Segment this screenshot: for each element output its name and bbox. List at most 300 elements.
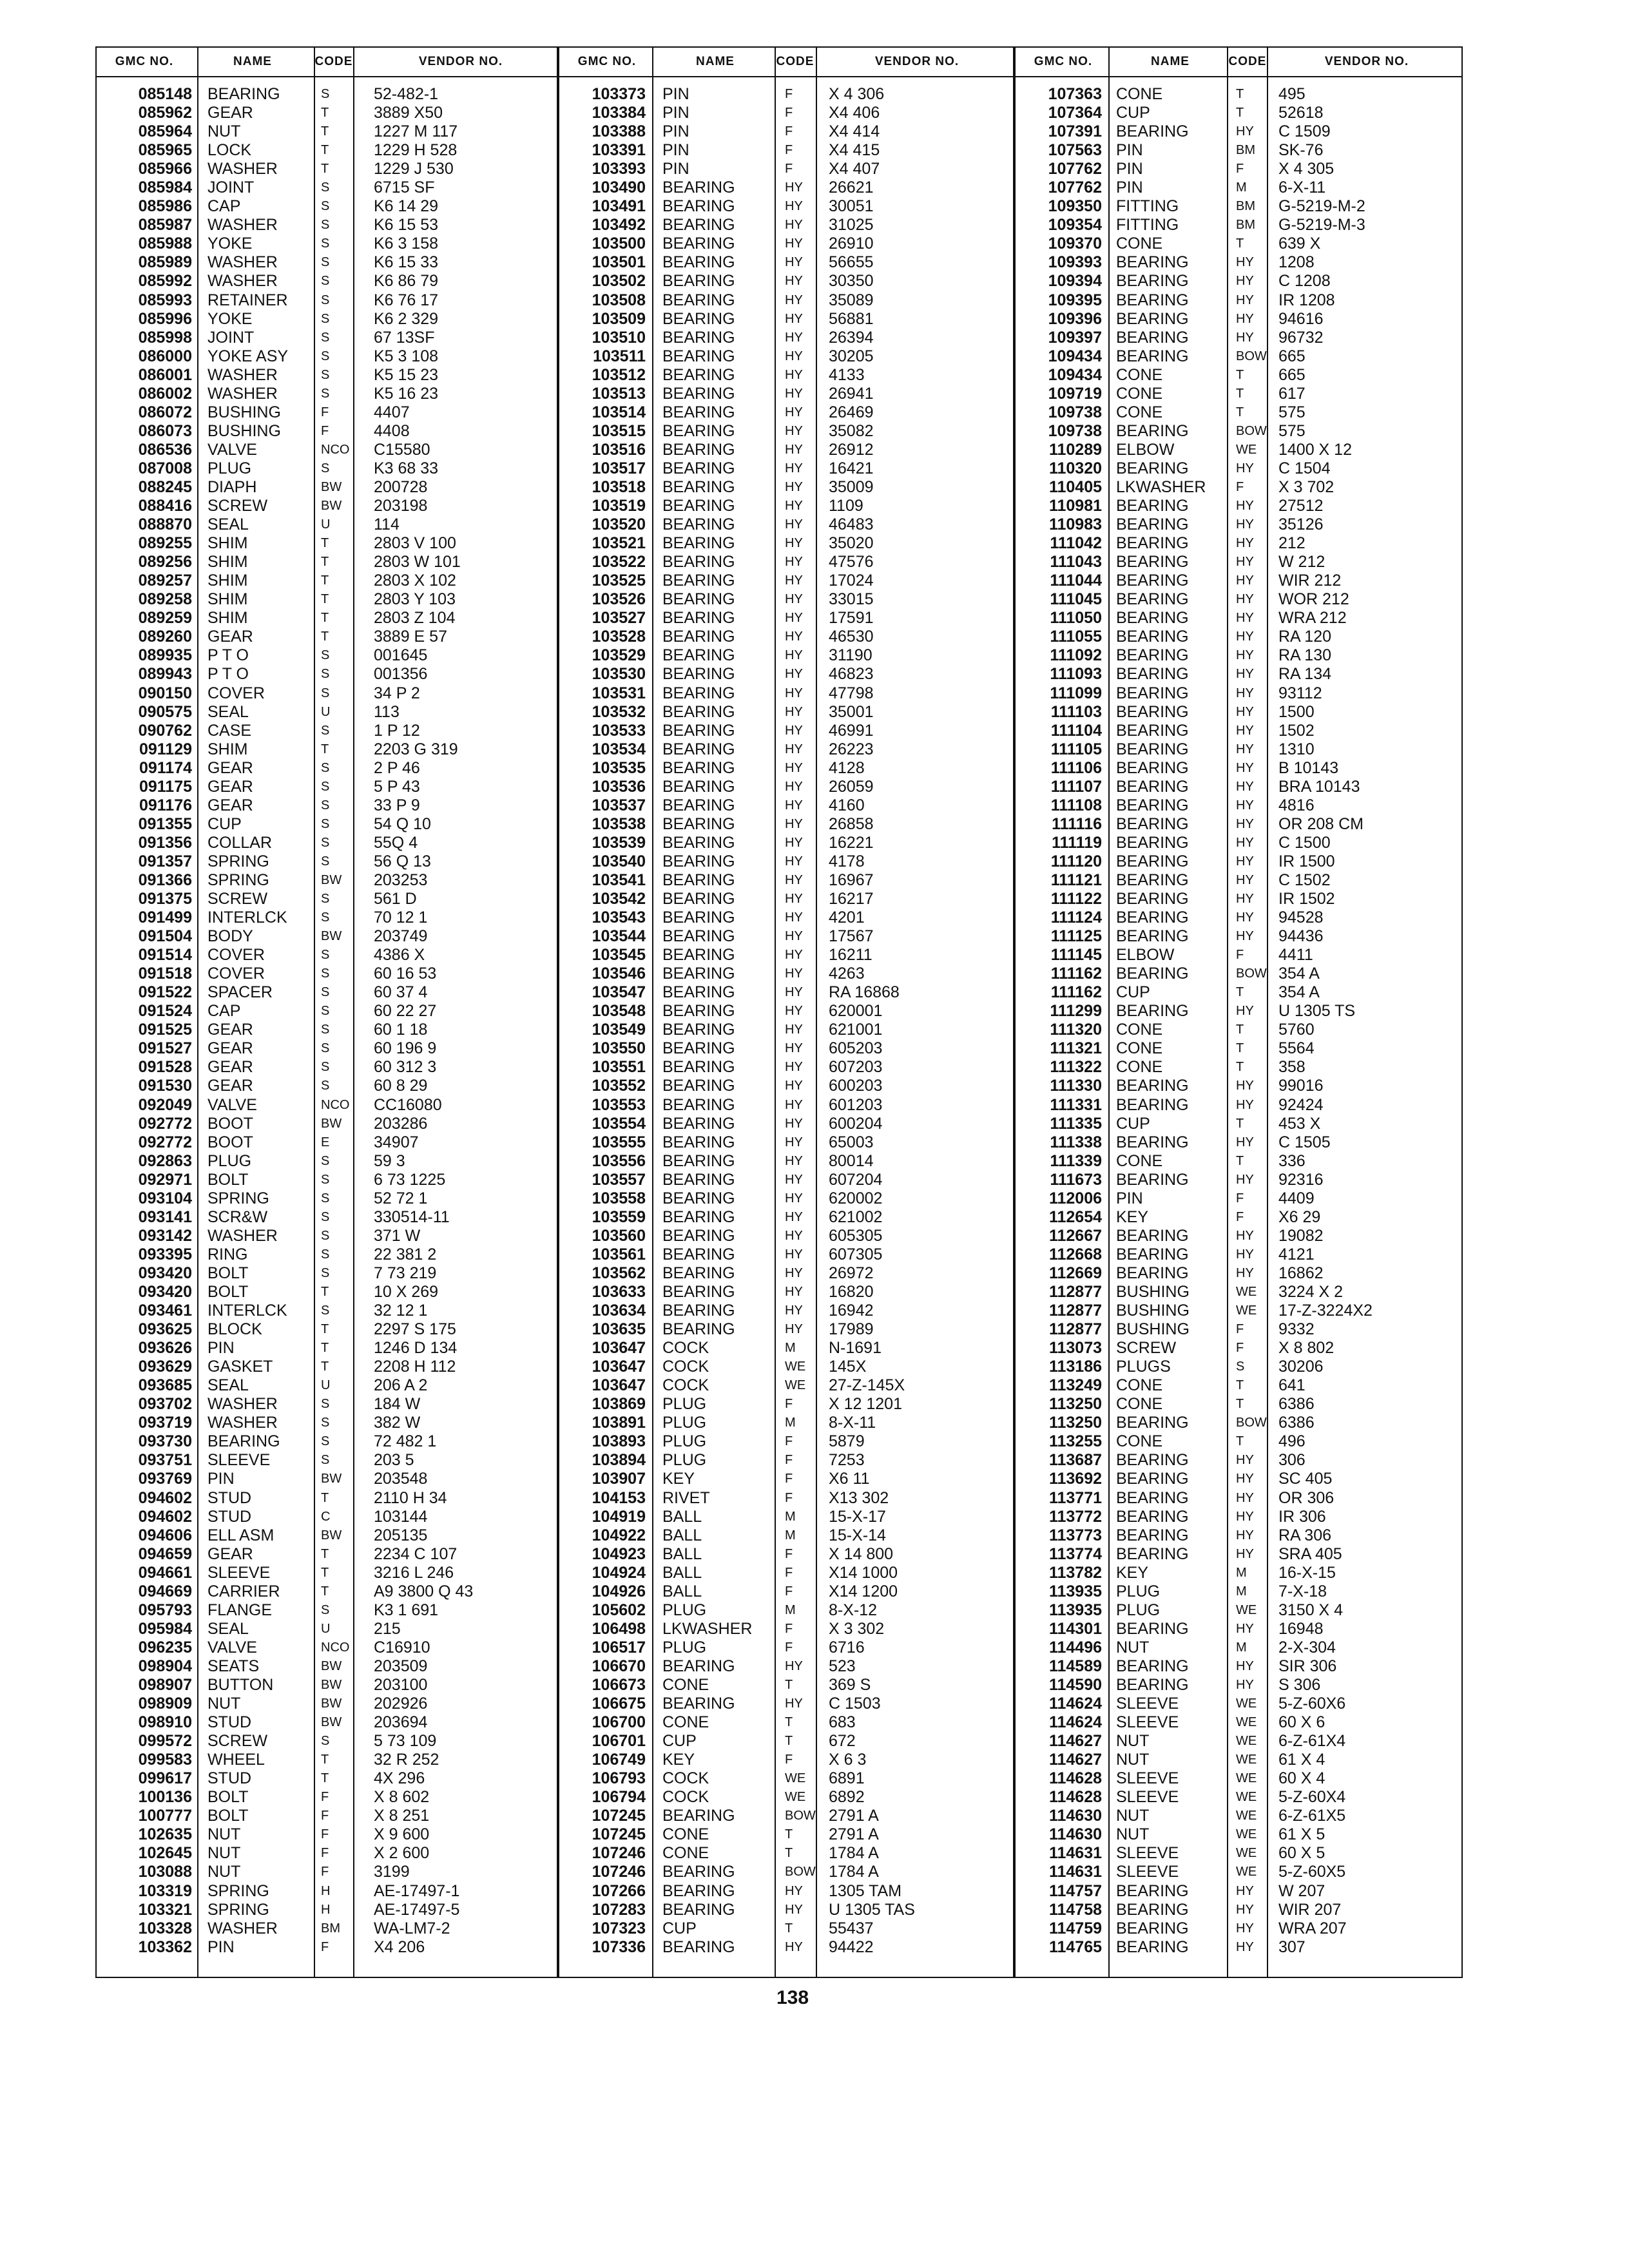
vendor-no: X4 415 bbox=[829, 141, 880, 160]
gmc-no: 106675 bbox=[592, 1695, 646, 1713]
vendor-no: 4201 bbox=[829, 908, 865, 927]
part-name: PLUG bbox=[662, 1432, 707, 1451]
table-row bbox=[1016, 160, 1461, 178]
vendor-code: F bbox=[785, 162, 793, 177]
table-row bbox=[97, 1358, 557, 1376]
gmc-no: 111119 bbox=[1052, 833, 1102, 852]
gmc-no: 114627 bbox=[1048, 1732, 1102, 1751]
vendor-code: T bbox=[321, 1753, 329, 1767]
vendor-no: OR 208 CM bbox=[1278, 814, 1364, 833]
part-name: BEARING bbox=[662, 814, 735, 833]
gmc-no: 107363 bbox=[1048, 85, 1102, 103]
vendor-code: HY bbox=[1236, 648, 1254, 663]
table-row bbox=[1016, 1713, 1461, 1732]
vendor-code: S bbox=[321, 1453, 330, 1468]
vendor-no: IR 306 bbox=[1278, 1507, 1326, 1526]
table-row bbox=[1016, 871, 1461, 890]
table-row bbox=[97, 497, 557, 515]
part-name: BEARING bbox=[1116, 553, 1189, 572]
table-row bbox=[97, 1564, 557, 1582]
vendor-no: 52618 bbox=[1278, 104, 1324, 122]
table-row bbox=[1016, 85, 1461, 104]
vendor-no: RA 16868 bbox=[829, 983, 900, 1002]
vendor-code: S bbox=[321, 330, 330, 345]
vendor-code: S bbox=[321, 1004, 330, 1019]
table-row bbox=[97, 1414, 557, 1432]
table-row bbox=[97, 1844, 557, 1863]
gmc-no: 109434 bbox=[1048, 365, 1102, 384]
vendor-no: IR 1208 bbox=[1278, 291, 1335, 309]
gmc-no: 111338 bbox=[1050, 1133, 1102, 1151]
part-name: BEARING bbox=[1116, 665, 1189, 684]
vendor-no: 16942 bbox=[829, 1302, 874, 1320]
vendor-no: X4 206 bbox=[374, 1937, 425, 1956]
vendor-code: T bbox=[785, 1677, 793, 1692]
gmc-no: 114301 bbox=[1048, 1619, 1102, 1638]
vendor-no: 26910 bbox=[829, 235, 874, 253]
part-name: SEAL bbox=[207, 515, 249, 534]
table-row bbox=[1016, 272, 1461, 291]
vendor-code: HY bbox=[785, 872, 803, 887]
gmc-no: 107246 bbox=[592, 1863, 646, 1881]
vendor-no: 26394 bbox=[829, 328, 874, 347]
vendor-no: 35009 bbox=[829, 477, 874, 496]
table-row bbox=[97, 235, 557, 253]
part-name: YOKE bbox=[207, 309, 253, 328]
vendor-no: 7253 bbox=[829, 1451, 865, 1470]
vendor-no: OR 306 bbox=[1278, 1488, 1335, 1507]
table-row bbox=[559, 1788, 1013, 1807]
gmc-no: 111116 bbox=[1052, 814, 1102, 833]
part-name: NUT bbox=[1116, 1751, 1150, 1769]
vendor-no: 113 bbox=[374, 702, 400, 721]
vendor-no: 1400 X 12 bbox=[1278, 440, 1352, 459]
part-name: PLUG bbox=[662, 1414, 707, 1432]
gmc-no: 106673 bbox=[592, 1675, 646, 1694]
part-name: SLEEVE bbox=[207, 1563, 271, 1582]
gmc-no: 094602 bbox=[138, 1507, 192, 1526]
gmc-no: 104919 bbox=[592, 1507, 646, 1526]
part-name: CONE bbox=[662, 1825, 709, 1844]
vendor-no: 33 P 9 bbox=[374, 796, 420, 814]
gmc-no: 111092 bbox=[1050, 646, 1102, 665]
gmc-no: 111321 bbox=[1050, 1039, 1102, 1058]
part-name: CONE bbox=[1116, 1395, 1163, 1414]
gmc-no: 113692 bbox=[1048, 1470, 1102, 1488]
vendor-no: B 10143 bbox=[1278, 758, 1339, 777]
part-name: RIVET bbox=[662, 1488, 710, 1507]
vendor-code: HY bbox=[785, 1939, 803, 1954]
gmc-no: 103516 bbox=[592, 440, 646, 459]
part-name: BEARING bbox=[662, 1657, 735, 1675]
vendor-code: HY bbox=[785, 386, 803, 401]
table-row bbox=[1016, 197, 1461, 216]
table-row bbox=[97, 104, 557, 122]
vendor-code: F bbox=[785, 1621, 793, 1636]
gmc-no: 110289 bbox=[1048, 440, 1102, 459]
part-name: BEARING bbox=[662, 609, 735, 628]
gmc-no: 102645 bbox=[138, 1844, 192, 1863]
table-row bbox=[97, 441, 557, 459]
gmc-no: 090575 bbox=[138, 702, 192, 721]
table-row bbox=[97, 216, 557, 235]
vendor-code: F bbox=[1236, 1322, 1244, 1337]
part-name: CARRIER bbox=[207, 1582, 280, 1600]
gmc-no: 089943 bbox=[138, 665, 192, 684]
vendor-code: E bbox=[321, 1135, 330, 1149]
vendor-code: HY bbox=[1236, 1546, 1254, 1561]
vendor-no: C 1500 bbox=[1278, 833, 1331, 852]
table-row bbox=[559, 1582, 1013, 1601]
vendor-no: X4 406 bbox=[829, 104, 880, 122]
vendor-code: HY bbox=[1236, 1658, 1254, 1673]
table-row bbox=[559, 534, 1013, 553]
table-row bbox=[559, 665, 1013, 684]
gmc-no: 103647 bbox=[592, 1358, 646, 1376]
table-row bbox=[559, 272, 1013, 291]
part-name: CONE bbox=[1116, 1151, 1163, 1170]
vendor-no: 114 bbox=[374, 515, 400, 534]
part-name: CUP bbox=[207, 814, 242, 833]
part-name: BEARING bbox=[662, 1320, 735, 1339]
vendor-no: 1784 A bbox=[829, 1863, 879, 1881]
part-name: NUT bbox=[207, 1695, 241, 1713]
part-name: BALL bbox=[662, 1526, 702, 1544]
vendor-no: 9332 bbox=[1278, 1320, 1315, 1339]
vendor-no: 60 196 9 bbox=[374, 1039, 437, 1058]
part-name: BEARING bbox=[662, 235, 735, 253]
vendor-no: 35126 bbox=[1278, 515, 1324, 534]
table-row bbox=[559, 122, 1013, 141]
gmc-no: 114624 bbox=[1048, 1695, 1102, 1713]
page-number: 138 bbox=[776, 1987, 809, 2008]
gmc-no: 111162 bbox=[1050, 983, 1102, 1002]
part-name: BEARING bbox=[662, 347, 735, 365]
vendor-no: 4128 bbox=[829, 758, 865, 777]
vendor-code: BW bbox=[321, 499, 342, 514]
vendor-no: 92316 bbox=[1278, 1170, 1324, 1189]
gmc-no: 111106 bbox=[1050, 758, 1102, 777]
vendor-no: 8-X-11 bbox=[829, 1414, 876, 1432]
table-row bbox=[1016, 1639, 1461, 1657]
table-row bbox=[97, 310, 557, 329]
table-row bbox=[1016, 216, 1461, 235]
table-row bbox=[1016, 740, 1461, 759]
part-name: BEARING bbox=[207, 1432, 280, 1451]
gmc-no: 111320 bbox=[1050, 1021, 1102, 1039]
vendor-code: S bbox=[321, 1060, 330, 1075]
vendor-code: T bbox=[321, 742, 329, 756]
table-row bbox=[1016, 852, 1461, 871]
part-name: VALVE bbox=[207, 440, 257, 459]
gmc-no: 091524 bbox=[138, 1002, 192, 1021]
vendor-code: HY bbox=[785, 1097, 803, 1112]
vendor-code: HY bbox=[785, 1004, 803, 1019]
gmc-no: 098909 bbox=[138, 1695, 192, 1713]
table-row bbox=[559, 366, 1013, 385]
part-name: BEARING bbox=[1116, 1507, 1189, 1526]
vendor-no: 5 P 43 bbox=[374, 777, 420, 796]
vendor-no: 26941 bbox=[829, 384, 874, 403]
gmc-no: 107762 bbox=[1048, 160, 1102, 178]
part-name: BEARING bbox=[662, 384, 735, 403]
gmc-no: 103510 bbox=[592, 328, 646, 347]
vendor-no: 382 W bbox=[374, 1414, 421, 1432]
table-row bbox=[559, 871, 1013, 890]
vendor-code: HY bbox=[785, 1172, 803, 1187]
vendor-code: HY bbox=[1236, 742, 1254, 756]
vendor-no: 31190 bbox=[829, 646, 872, 665]
vendor-code: T bbox=[785, 1715, 793, 1730]
part-name: SLEEVE bbox=[1116, 1844, 1179, 1863]
table-row bbox=[1016, 703, 1461, 722]
vendor-code: HY bbox=[1236, 1135, 1254, 1149]
vendor-code: BW bbox=[321, 1116, 342, 1131]
table-row bbox=[97, 1919, 557, 1938]
vendor-code: HY bbox=[785, 667, 803, 682]
part-name: YOKE ASY bbox=[207, 347, 289, 365]
table-row bbox=[1016, 1769, 1461, 1788]
vendor-code: S bbox=[321, 798, 330, 812]
gmc-no: 114627 bbox=[1048, 1751, 1102, 1769]
part-name: CUP bbox=[662, 1732, 697, 1751]
part-name: SEAL bbox=[207, 1376, 249, 1395]
vendor-no: 2791 A bbox=[829, 1825, 879, 1844]
table-row bbox=[559, 890, 1013, 908]
vendor-code: S bbox=[321, 1265, 330, 1280]
table-row bbox=[559, 1115, 1013, 1133]
table-row bbox=[559, 329, 1013, 347]
gmc-no: 093751 bbox=[138, 1451, 192, 1470]
part-name: GEAR bbox=[207, 1544, 253, 1563]
table-row bbox=[559, 478, 1013, 497]
table-row bbox=[559, 778, 1013, 796]
gmc-no: 109397 bbox=[1048, 328, 1102, 347]
vendor-no: K6 14 29 bbox=[374, 197, 439, 216]
part-name: BEARING bbox=[1116, 852, 1189, 870]
gmc-no: 112667 bbox=[1048, 1226, 1102, 1245]
table-row bbox=[559, 609, 1013, 628]
table-row bbox=[97, 329, 557, 347]
vendor-no: 3216 L 246 bbox=[374, 1563, 454, 1582]
gmc-no: 103491 bbox=[592, 197, 646, 216]
gmc-no: 111673 bbox=[1050, 1170, 1102, 1189]
table-row bbox=[97, 1882, 557, 1901]
part-name: KEY bbox=[662, 1751, 695, 1769]
gmc-no: 103362 bbox=[138, 1937, 192, 1956]
vendor-code: BW bbox=[321, 1658, 342, 1673]
table-row bbox=[1016, 1395, 1461, 1414]
vendor-code: HY bbox=[1236, 1528, 1254, 1542]
gmc-no: 103527 bbox=[592, 609, 646, 628]
part-name: BEARING bbox=[662, 684, 735, 702]
vendor-code: WE bbox=[1236, 442, 1257, 457]
part-name: WASHER bbox=[207, 160, 278, 178]
gmc-no: 089255 bbox=[138, 534, 192, 553]
gmc-no: 103515 bbox=[592, 421, 646, 440]
table-row bbox=[1016, 590, 1461, 609]
vendor-no: 3889 E 57 bbox=[374, 628, 447, 646]
part-name: BEARING bbox=[1116, 1470, 1189, 1488]
gmc-no: 111122 bbox=[1050, 890, 1102, 908]
vendor-no: A9 3800 Q 43 bbox=[374, 1582, 474, 1600]
vendor-code: T bbox=[1236, 386, 1244, 401]
gmc-no: 111162 bbox=[1050, 965, 1102, 983]
part-name: BEARING bbox=[1116, 1002, 1189, 1021]
vendor-no: 495 bbox=[1278, 85, 1306, 103]
vendor-no: 203286 bbox=[374, 1114, 428, 1133]
part-name: BEARING bbox=[1116, 421, 1189, 440]
vendor-no: 607305 bbox=[829, 1245, 883, 1264]
part-name: BEARING bbox=[1116, 721, 1189, 740]
table-row bbox=[1016, 1358, 1461, 1376]
vendor-code: S bbox=[321, 1602, 330, 1617]
part-name: WASHER bbox=[207, 1919, 278, 1937]
gmc-no: 103514 bbox=[592, 403, 646, 421]
vendor-no: 46483 bbox=[829, 515, 874, 534]
part-name: BEARING bbox=[662, 852, 735, 870]
part-name: JOINT bbox=[207, 178, 255, 197]
table-row bbox=[1016, 459, 1461, 478]
vendor-no: K6 15 33 bbox=[374, 253, 439, 272]
vendor-code: T bbox=[321, 555, 329, 570]
gmc-no: 099617 bbox=[138, 1769, 192, 1788]
gmc-no: 111104 bbox=[1050, 721, 1102, 740]
gmc-no: 086002 bbox=[138, 384, 192, 403]
vendor-code: S bbox=[321, 1397, 330, 1412]
vendor-no: 672 bbox=[829, 1732, 856, 1751]
vendor-code: HY bbox=[785, 405, 803, 419]
vendor-no: 16211 bbox=[829, 946, 872, 965]
gmc-no: 113073 bbox=[1048, 1339, 1102, 1358]
table-row bbox=[559, 1133, 1013, 1152]
vendor-no: 4386 X bbox=[374, 946, 425, 965]
part-name: RING bbox=[207, 1245, 248, 1264]
table-row bbox=[1016, 1021, 1461, 1039]
table-row bbox=[559, 1769, 1013, 1788]
part-name: BEARING bbox=[662, 758, 735, 777]
part-name: BEARING bbox=[662, 777, 735, 796]
vendor-code: HY bbox=[1236, 592, 1254, 607]
vendor-code: T bbox=[1236, 1060, 1244, 1075]
table-row bbox=[97, 403, 557, 422]
table-row bbox=[97, 1451, 557, 1470]
table-row bbox=[97, 1395, 557, 1414]
vendor-code: F bbox=[785, 143, 793, 158]
vendor-code: HY bbox=[785, 1079, 803, 1093]
vendor-code: M bbox=[1236, 1584, 1247, 1599]
header-name: NAME bbox=[233, 55, 272, 68]
gmc-no: 114631 bbox=[1048, 1863, 1102, 1881]
vendor-code: HY bbox=[785, 1209, 803, 1224]
part-name: SCR&W bbox=[207, 1207, 268, 1226]
vendor-code: HY bbox=[785, 779, 803, 794]
table-row bbox=[1016, 1788, 1461, 1807]
gmc-no: 093625 bbox=[138, 1320, 192, 1339]
vendor-code: HY bbox=[1236, 555, 1254, 570]
gmc-no: 088416 bbox=[138, 497, 192, 515]
vendor-code: S bbox=[321, 311, 330, 326]
table-row bbox=[97, 1002, 557, 1021]
vendor-no: 203749 bbox=[374, 927, 428, 946]
gmc-no: 104922 bbox=[592, 1526, 646, 1544]
vendor-no: 55437 bbox=[829, 1919, 874, 1937]
part-name: SLEEVE bbox=[1116, 1788, 1179, 1807]
vendor-code: HY bbox=[785, 1060, 803, 1075]
table-row bbox=[97, 796, 557, 815]
gmc-no: 091356 bbox=[138, 833, 192, 852]
vendor-code: HY bbox=[785, 367, 803, 382]
vendor-no: 212 bbox=[1278, 534, 1306, 553]
vendor-code: HY bbox=[785, 1658, 803, 1673]
vendor-code: S bbox=[321, 1734, 330, 1749]
part-name: SEATS bbox=[207, 1657, 260, 1675]
gmc-no: 111331 bbox=[1050, 1095, 1102, 1114]
table-row bbox=[97, 1863, 557, 1881]
part-name: WHEEL bbox=[207, 1751, 265, 1769]
vendor-no: 2803 W 101 bbox=[374, 553, 461, 572]
vendor-no: RA 120 bbox=[1278, 628, 1332, 646]
vendor-code: NCO bbox=[321, 1097, 350, 1112]
gmc-no: 114757 bbox=[1048, 1881, 1102, 1900]
table-row bbox=[1016, 478, 1461, 497]
gmc-no: 093626 bbox=[138, 1339, 192, 1358]
gmc-no: 103490 bbox=[592, 178, 646, 197]
part-name: BEARING bbox=[662, 927, 735, 946]
header-vendor-no: VENDOR NO. bbox=[874, 55, 959, 68]
vendor-code: WE bbox=[1236, 1865, 1257, 1879]
vendor-no: 607204 bbox=[829, 1170, 883, 1189]
vendor-no: 56 Q 13 bbox=[374, 852, 431, 870]
vendor-code: HY bbox=[785, 1135, 803, 1149]
gmc-no: 109394 bbox=[1048, 272, 1102, 291]
table-row bbox=[1016, 1901, 1461, 1919]
vendor-code: S bbox=[321, 1191, 330, 1206]
table-row bbox=[97, 628, 557, 646]
vendor-no: 453 X bbox=[1278, 1114, 1321, 1133]
part-name: GEAR bbox=[207, 104, 253, 122]
gmc-no: 114765 bbox=[1048, 1937, 1102, 1956]
gmc-no: 091174 bbox=[139, 758, 192, 777]
table-row bbox=[97, 1620, 557, 1639]
gmc-no: 085986 bbox=[138, 197, 192, 216]
table-row bbox=[559, 1264, 1013, 1283]
part-name: COCK bbox=[662, 1788, 709, 1807]
vendor-code: S bbox=[321, 1023, 330, 1037]
vendor-code: F bbox=[1236, 1191, 1244, 1206]
vendor-code: T bbox=[321, 629, 329, 644]
table-row bbox=[97, 272, 557, 291]
gmc-no: 106670 bbox=[592, 1657, 646, 1675]
table-row bbox=[97, 590, 557, 609]
gmc-no: 091129 bbox=[139, 740, 192, 758]
table-row bbox=[97, 1508, 557, 1526]
vendor-no: 6892 bbox=[829, 1788, 865, 1807]
table-row bbox=[559, 740, 1013, 759]
gmc-no: 085992 bbox=[138, 272, 192, 291]
table-row bbox=[559, 385, 1013, 403]
table-row bbox=[1016, 441, 1461, 459]
header-vendor-no: VENDOR NO. bbox=[1324, 55, 1409, 68]
vendor-code: T bbox=[321, 1360, 329, 1374]
vendor-code: HY bbox=[785, 948, 803, 963]
table-row bbox=[559, 834, 1013, 852]
part-name: BEARING bbox=[662, 253, 735, 272]
part-name: BEARING bbox=[1116, 646, 1189, 665]
gmc-no: 102635 bbox=[138, 1825, 192, 1844]
gmc-no: 107245 bbox=[592, 1807, 646, 1825]
part-name: LOCK bbox=[207, 141, 252, 160]
